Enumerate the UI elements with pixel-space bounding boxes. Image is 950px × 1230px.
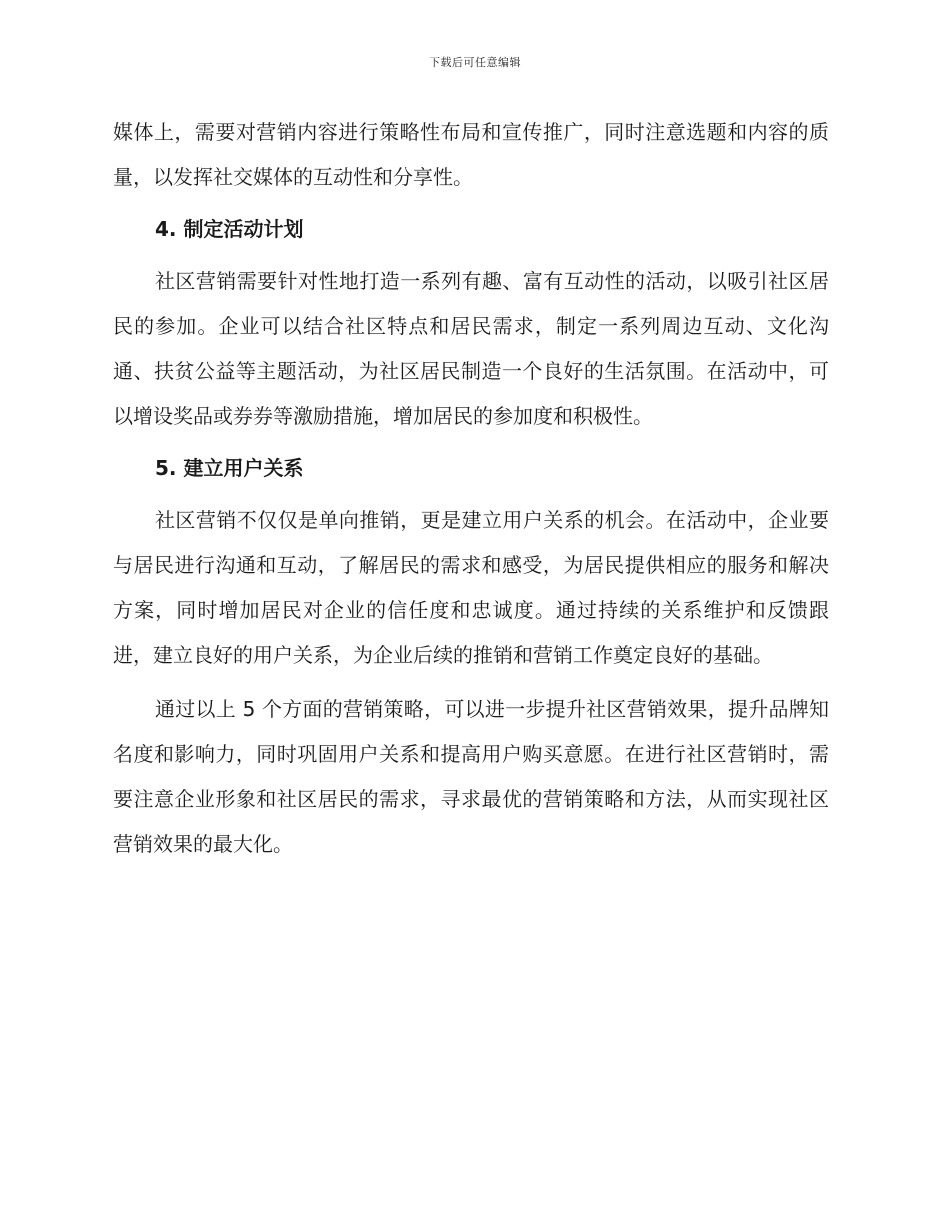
- spacer: [113, 439, 829, 446]
- page-header: 下载后可任意编辑: [429, 56, 521, 69]
- spacer: [113, 200, 829, 207]
- paragraph-section-4: 社区营销需要针对性地打造一系列有趣、富有互动性的活动，以吸引社区居民的参加。企业可以结合社区特点和居民需求，制定一系列周边互动、文化沟通、扶贫公益等主题活动，为社区居民制造一个良好的生活氛围。在活动中，可以增设奖品或券券等激励措施，增加居民的参加度和积极性。: [113, 269, 829, 428]
- section-heading-5: 5. 建立用户关系: [155, 456, 304, 480]
- paragraph-section-5: 社区营销不仅仅是单向推销，更是建立用户关系的机会。在活动中，企业要与居民进行沟通和互动，了解居民的需求和感受，为居民提供相应的服务和解决方案，同时增加居民对企业的信任度和忠诚度。通过持续的关系维护和反馈跟进，建立良好的用户关系，为企业后续的推销和营销工作奠定良好的基础。: [113, 508, 829, 667]
- spacer: [113, 491, 829, 498]
- spacer: [113, 678, 829, 687]
- spacer: [113, 252, 829, 259]
- paragraph-conclusion: 通过以上 5 个方面的营销策略，可以进一步提升社区营销效果，提升品牌知名度和影响力，同时巩固用户关系和提高用户购买意愿。在进行社区营销时，需要注意企业形象和社区居民的需求，寻求最优的营销策略和方法，从而实现社区营销效果的最大化。: [113, 697, 829, 856]
- paragraph-continued: 媒体上，需要对营销内容进行策略性布局和宣传推广，同时注意选题和内容的质量，以发挥社交媒体的互动性和分享性。: [113, 120, 829, 189]
- section-heading-4: 4. 制定活动计划: [155, 217, 304, 241]
- document-body: [113, 110, 829, 867]
